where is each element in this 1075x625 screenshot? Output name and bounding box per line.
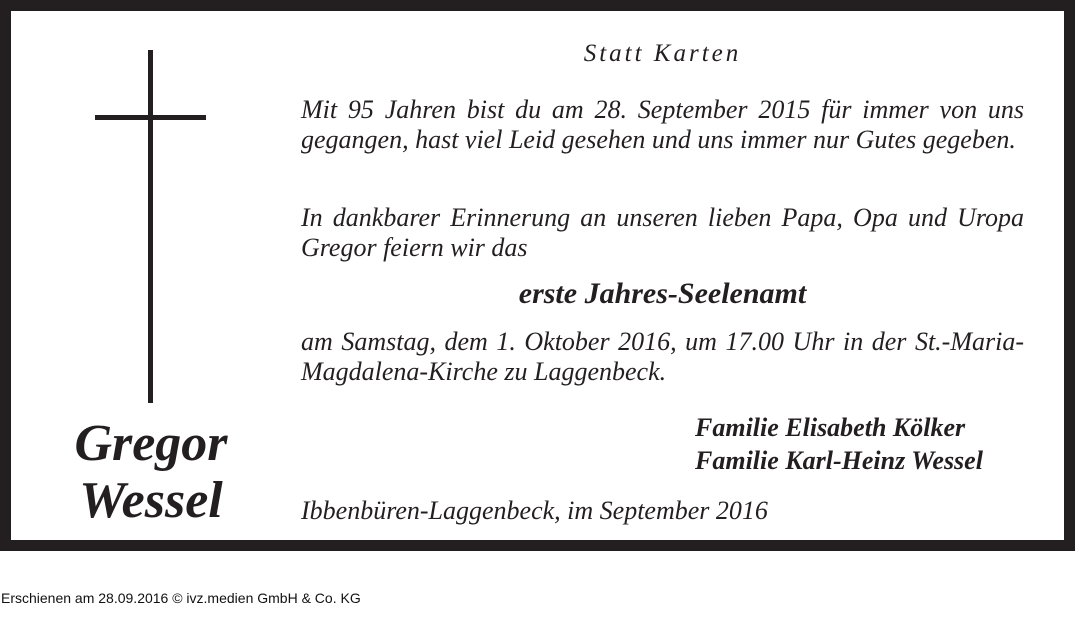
notice-paragraph-3: am Samstag, dem 1. Oktober 2016, um 17.00 Uhr in der St.-Maria-Magdalena-Kirche zu Laggenbeck. [301, 327, 1024, 386]
publication-credit: Erschienen am 28.09.2016 © ivz.medien GmbH & Co. KG [1, 590, 361, 606]
notice-paragraph-2: In dankbarer Erinnerung an unseren lieben Papa, Opa und Uropa Gregor feiern wir das [301, 203, 1024, 262]
notice-highlight: erste Jahres-Seelenamt [518, 277, 807, 310]
place-date: Ibbenbüren-Laggenbeck, im September 2016 [301, 496, 768, 525]
notice-paragraph-1: Mit 95 Jahren bist du am 28. September 2015 für immer von uns gegangen, hast viel Leid gesehen und uns immer nur Gutes gegeben. [301, 95, 1024, 154]
signature-line: Familie Karl-Heinz Wessel [695, 446, 983, 475]
notice-header: Statt Karten [583, 40, 742, 67]
signature-line: Familie Elisabeth Kölker [695, 413, 966, 442]
deceased-last-name: Wessel [79, 472, 223, 529]
cross-vertical-bar [148, 50, 153, 403]
deceased-first-name: Gregor [74, 415, 228, 472]
signature-block [695, 411, 983, 477]
cross-horizontal-bar [95, 115, 206, 120]
